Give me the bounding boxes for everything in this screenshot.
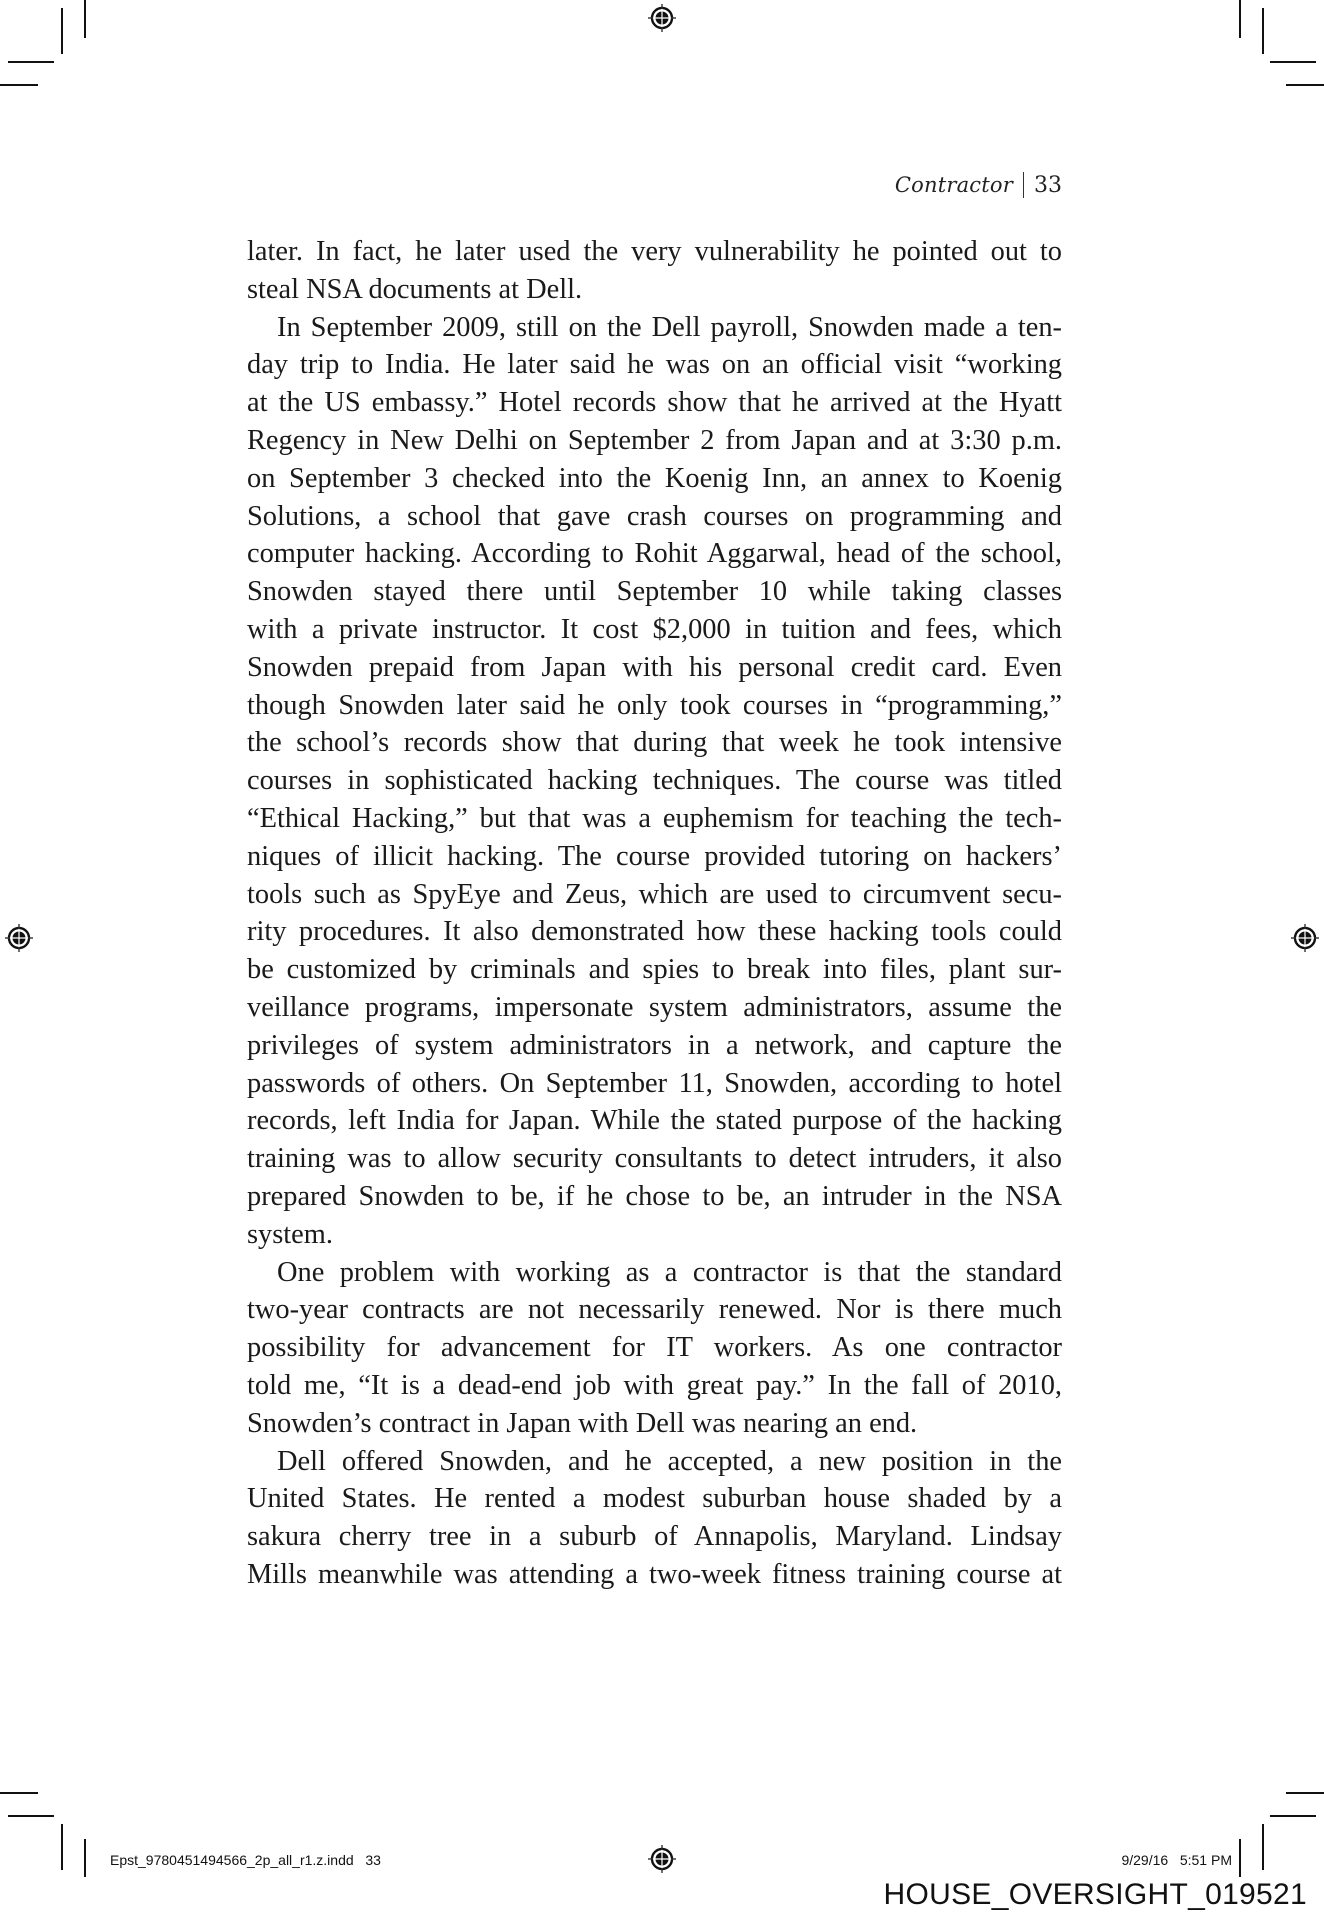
crop-mark: [1239, 0, 1241, 38]
registration-target-icon: [4, 923, 34, 953]
crop-mark: [0, 84, 38, 86]
text-line: two-year contracts are not necessarily renewed. Nor is there much: [247, 1294, 1062, 1326]
running-head: [895, 172, 1062, 198]
text-line: tools such as SpyEye and Zeus, which are used to circumvent secu-: [247, 878, 1062, 910]
text-line: passwords of others. On September 11, Snowden, according to hotel: [247, 1067, 1062, 1099]
text-line: system.: [247, 1218, 333, 1250]
text-line: sakura cherry tree in a suburb of Annapolis, Maryland. Lindsay: [247, 1521, 1062, 1553]
text-line: Solutions, a school that gave crash courses on programming and: [247, 500, 1062, 532]
crop-mark: [1239, 1839, 1241, 1877]
text-line: the school’s records show that during that week he took intensive: [247, 727, 1062, 759]
crop-mark: [1270, 61, 1316, 63]
text-line: with a private instructor. It cost $2,000 in tuition and fees, which: [247, 613, 1062, 645]
text-line: Regency in New Delhi on September 2 from Japan and at 3:30 p.m.: [247, 424, 1062, 456]
crop-mark: [8, 61, 54, 63]
registration-target-icon: [647, 3, 677, 33]
text-line: rity procedures. It also demonstrated how these hacking tools could: [247, 916, 1062, 948]
bates-number: HOUSE_OVERSIGHT_019521: [883, 1878, 1307, 1911]
text-line: privileges of system administrators in a network, and capture the: [247, 1029, 1062, 1061]
text-line: Snowden stayed there until September 10 while taking classes: [247, 576, 1062, 608]
text-line: at the US embassy.” Hotel records show that he arrived at the Hyatt: [247, 387, 1062, 419]
text-line: United States. He rented a modest suburban house shaded by a: [247, 1483, 1062, 1515]
running-head-divider: [1023, 172, 1024, 198]
crop-mark: [61, 8, 63, 54]
crop-mark: [1286, 84, 1324, 86]
crop-mark: [1270, 1815, 1316, 1817]
text-line: One problem with working as a contractor is that the standard: [277, 1256, 1062, 1288]
chapter-title: Contractor: [894, 173, 1013, 197]
text-line: veillance programs, impersonate system administrators, assume the: [247, 991, 1062, 1023]
text-line: Snowden prepaid from Japan with his personal credit card. Even: [247, 651, 1062, 683]
text-line: records, left India for Japan. While the stated purpose of the hacking: [247, 1105, 1062, 1137]
text-line: Mills meanwhile was attending a two-week fitness training course at: [247, 1558, 1062, 1590]
text-line: niques of illicit hacking. The course provided tutoring on hackers’: [247, 840, 1062, 872]
text-line: though Snowden later said he only took courses in “programming,”: [247, 689, 1062, 721]
text-line: told me, “It is a dead-end job with great pay.” In the fall of 2010,: [247, 1369, 1062, 1401]
crop-mark: [84, 1839, 86, 1877]
crop-mark: [1262, 1824, 1264, 1870]
crop-mark: [61, 1824, 63, 1870]
text-line: steal NSA documents at Dell.: [247, 273, 583, 305]
text-line: later. In fact, he later used the very vulnerability he pointed out to: [247, 236, 1062, 267]
registration-target-icon: [647, 1844, 677, 1874]
slug-date-time: 9/29/16 5:51 PM: [1121, 1852, 1232, 1868]
text-line: be customized by criminals and spies to break into files, plant sur-: [247, 954, 1062, 986]
body-text: [247, 233, 1062, 1594]
slug-file-info: Epst_9780451494566_2p_all_r1.z.indd 33: [110, 1852, 381, 1868]
crop-mark: [8, 1815, 54, 1817]
registration-target-icon: [1290, 923, 1320, 953]
text-line: In September 2009, still on the Dell payroll, Snowden made a ten-: [277, 311, 1062, 343]
text-line: on September 3 checked into the Koenig Inn, an annex to Koenig: [247, 462, 1062, 494]
text-line: “Ethical Hacking,” but that was a euphemism for teaching the tech-: [247, 802, 1062, 834]
text-line: Dell offered Snowden, and he accepted, a new position in the: [277, 1445, 1062, 1477]
crop-mark: [0, 1792, 38, 1794]
crop-mark: [1262, 8, 1264, 54]
text-line: prepared Snowden to be, if he chose to be, an intruder in the NSA: [247, 1180, 1062, 1212]
text-line: Snowden’s contract in Japan with Dell was nearing an end.: [247, 1407, 918, 1439]
text-line: training was to allow security consultants to detect intruders, it also: [247, 1143, 1062, 1175]
text-line: possibility for advancement for IT workers. As one contractor: [247, 1332, 1062, 1364]
page-number: 33: [1034, 172, 1062, 198]
crop-mark: [84, 0, 86, 38]
text-line: computer hacking. According to Rohit Aggarwal, head of the school,: [247, 538, 1062, 570]
crop-mark: [1286, 1792, 1324, 1794]
text-line: day trip to India. He later said he was on an official visit “working: [247, 349, 1062, 381]
text-line: courses in sophisticated hacking techniques. The course was titled: [247, 765, 1062, 797]
